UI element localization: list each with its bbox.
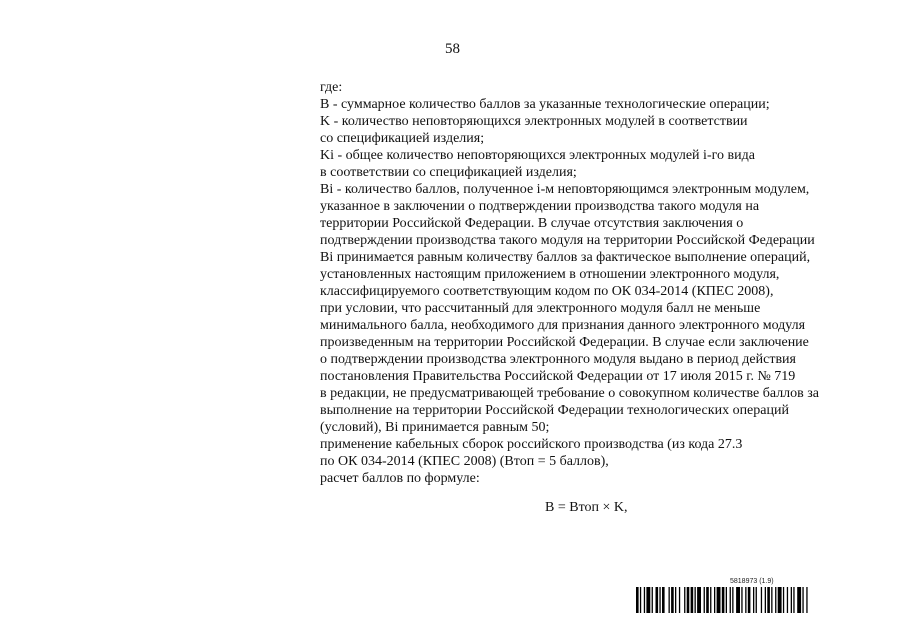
barcode-label: 5818973 (1.9) — [730, 578, 774, 585]
text-line: установленных настоящим приложением в отношении электронного модуля, — [320, 267, 780, 282]
text-line: произведенным на территории Российской Федерации. В случае если заключение — [320, 335, 809, 350]
text-line: постановления Правительства Российской Федерации от 17 июля 2015 г. № 719 — [320, 369, 796, 384]
text-line: расчет баллов по формуле: — [320, 471, 480, 486]
text-line: подтверждении производства такого модуля на территории Российской Федерации — [320, 233, 815, 248]
barcode-icon — [636, 587, 868, 613]
text-line: классифицируемого соответствующим кодом по ОК 034-2014 (КПЕС 2008), — [320, 284, 774, 299]
text-line: в соответствии со спецификацией изделия; — [320, 165, 577, 180]
text-line: о подтверждении производства электронного модуля выдано в период действия — [320, 352, 796, 367]
text-line: (условий), Bi принимается равным 50; — [320, 420, 550, 435]
body-text — [320, 79, 880, 487]
text-line: Bi - количество баллов, полученное i-м неповторяющимся электронным модулем, — [320, 182, 810, 197]
text-line: выполнение на территории Российской Федерации технологических операций — [320, 403, 789, 418]
text-line: указанное в заключении о подтверждении производства такого модуля на — [320, 199, 760, 214]
text-line: Bi принимается равным количеству баллов за фактическое выполнение операций, — [320, 250, 811, 265]
text-line: применение кабельных сборок российского производства (из кода 27.3 — [320, 437, 743, 452]
text-line: в редакции, не предусматривающей требование о совокупном количестве баллов за — [320, 386, 820, 401]
text-line: минимального балла, необходимого для признания данного электронного модуля — [320, 318, 806, 333]
text-line: K - количество неповторяющихся электронных модулей в соответствии — [320, 114, 748, 129]
text-line: B - суммарное количество баллов за указанные технологические операции; — [320, 97, 770, 112]
text-line: где: — [320, 80, 343, 95]
text-line: при условии, что рассчитанный для электронного модуля балл не меньше — [320, 301, 761, 316]
text-line: со спецификацией изделия; — [320, 131, 485, 146]
text-line: территории Российской Федерации. В случае отсутствия заключения о — [320, 216, 744, 231]
text-line: Ki - общее количество неповторяющихся электронных модулей i-го вида — [320, 148, 755, 163]
text-line: по ОК 034-2014 (КПЕС 2008) (Bтоп = 5 баллов), — [320, 454, 609, 469]
barcode — [636, 578, 868, 614]
page-number: 58 — [445, 41, 460, 57]
formula: B = Bтоп × K, — [545, 500, 628, 515]
